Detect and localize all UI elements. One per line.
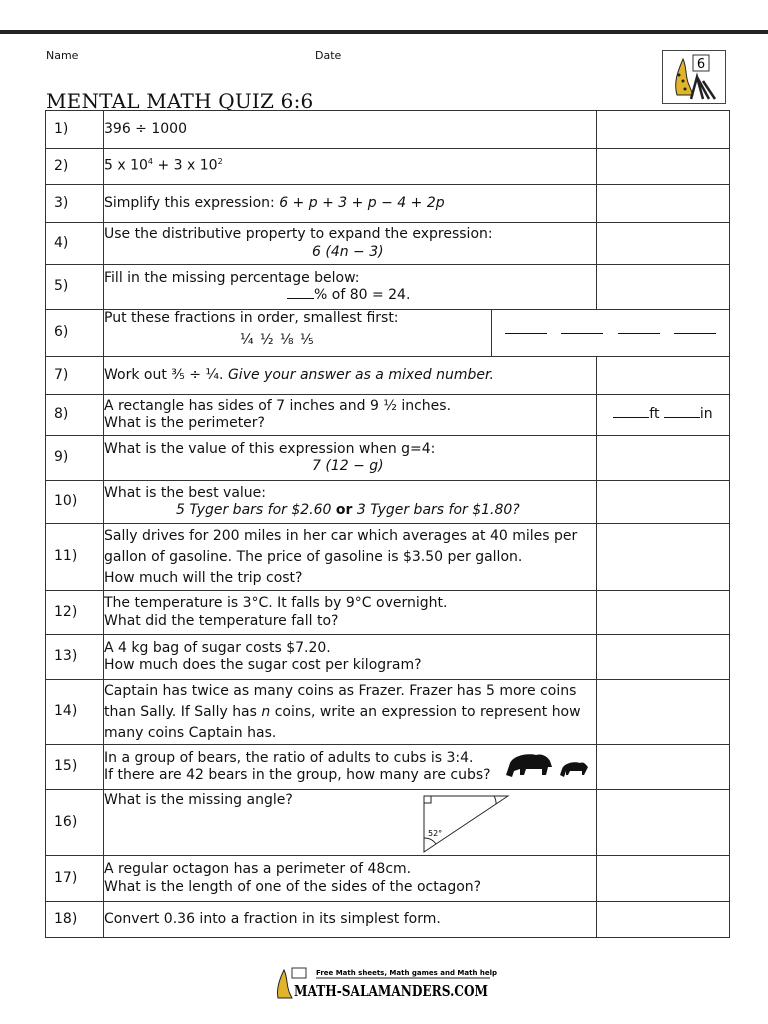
answer-cell[interactable] — [597, 436, 730, 481]
question-text: Sally drives for 200 miles in her car which averages at 40 miles per gallon of gasoline. The price of gasoline is $3.50 per gallon. How much will the trip cost? — [104, 524, 597, 591]
question-number: 2) — [46, 149, 104, 185]
answer-cell[interactable] — [597, 357, 730, 395]
question-number: 10) — [46, 481, 104, 524]
question-row — [46, 223, 730, 265]
name-label: Name — [46, 49, 79, 62]
percentage-blank[interactable] — [287, 298, 314, 299]
question-row — [46, 265, 730, 310]
question-number: 9) — [46, 436, 104, 481]
answer-cell[interactable] — [597, 481, 730, 524]
question-text: What is the value of this expression when g=4: 7 (12 − g) — [104, 436, 597, 481]
question-number: 4) — [46, 223, 104, 265]
question-text: A 4 kg bag of sugar costs $7.20. How much does the sugar cost per kilogram? — [104, 635, 597, 680]
question-row — [46, 591, 730, 635]
question-number: 5) — [46, 265, 104, 310]
question-number: 11) — [46, 524, 104, 591]
question-text: In a group of bears, the ratio of adults to cubs is 3:4. If there are 42 bears in the group, how many are cubs? — [104, 745, 597, 790]
question-number: 16) — [46, 790, 104, 856]
page-title: MENTAL MATH QUIZ 6:6 — [46, 89, 314, 113]
footer-logo — [272, 966, 498, 1000]
question-text: What is the best value: 5 Tyger bars for $2.60 or 3 Tyger bars for $1.80? — [104, 481, 597, 524]
question-text: 5 x $10^4 + 3$ x $10^2$ — [104, 149, 597, 185]
question-number: 7) — [46, 357, 104, 395]
top-rule — [0, 30, 768, 34]
answer-cell[interactable] — [597, 790, 730, 856]
question-text: Convert 0.36 into a fraction in its simplest form. — [104, 902, 597, 938]
right-triangle-diagram — [422, 794, 512, 856]
answer-cell[interactable] — [597, 591, 730, 635]
bear-silhouettes — [502, 749, 590, 779]
question-row — [46, 357, 730, 395]
question-row — [46, 310, 730, 357]
question-number: 1) — [46, 111, 104, 149]
answer-cell[interactable] — [597, 524, 730, 591]
question-number: 6) — [46, 310, 104, 357]
question-text: Captain has twice as many coins as Frazer. Frazer has 5 more coins than Sally. If Sally has n coins, write an expression to represent how many coins Captain has. — [104, 680, 597, 745]
footer-tagline: Free Math sheets, Math games and Math help — [316, 969, 498, 977]
question-row — [46, 524, 730, 591]
answer-cell[interactable] — [597, 902, 730, 938]
question-number: 18) — [46, 902, 104, 938]
question-number: 15) — [46, 745, 104, 790]
answer-cell[interactable] — [597, 149, 730, 185]
answer-cell[interactable] — [597, 265, 730, 310]
question-number: 12) — [46, 591, 104, 635]
answer-cell[interactable] — [597, 635, 730, 680]
question-number: 13) — [46, 635, 104, 680]
question-row — [46, 635, 730, 680]
question-row — [46, 680, 730, 745]
answer-cell[interactable] — [597, 223, 730, 265]
question-text: Fill in the missing percentage below: % of 80 = 24. — [104, 265, 597, 310]
question-text: Put these fractions in order, smallest first: ¼ ½ ⅛ ⅕ — [104, 310, 492, 356]
answer-cell[interactable] — [597, 111, 730, 149]
question-text: 396 ÷ 1000 — [104, 111, 597, 149]
salamander-logo — [662, 50, 726, 104]
question-row — [46, 790, 730, 856]
question-row — [46, 111, 730, 149]
question-text: Work out ⅗ ÷ ¼. Give your answer as a mixed number. — [104, 357, 597, 395]
angle-label: 52° — [428, 829, 443, 838]
question-row — [46, 481, 730, 524]
question-text: What is the missing angle? 52° — [104, 790, 597, 856]
question-number: 17) — [46, 856, 104, 902]
logo-number: 6 — [696, 57, 706, 72]
answer-cell[interactable] — [597, 856, 730, 902]
question-row — [46, 395, 730, 436]
question-row — [46, 149, 730, 185]
order-answer-blanks[interactable] — [492, 310, 729, 356]
question-row — [46, 745, 730, 790]
answer-cell[interactable]: ft in — [597, 395, 730, 436]
date-label: Date — [315, 49, 342, 62]
question-text: The temperature is 3°C. It falls by 9°C overnight. What did the temperature fall to? — [104, 591, 597, 635]
answer-cell[interactable] — [597, 185, 730, 223]
answer-cell[interactable] — [597, 680, 730, 745]
question-number: 3) — [46, 185, 104, 223]
footer-brand: MATH-SALAMANDERS.COM — [294, 982, 488, 1000]
question-text: Simplify this expression: 6 + p + 3 + p − 4 + 2p — [104, 185, 597, 223]
question-row — [46, 185, 730, 223]
question-text: A regular octagon has a perimeter of 48cm. What is the length of one of the sides of the octagon? — [104, 856, 597, 902]
question-row — [46, 856, 730, 902]
question-text: A rectangle has sides of 7 inches and 9 ½ inches. What is the perimeter? — [104, 395, 597, 436]
question-row — [46, 902, 730, 938]
quiz-table — [45, 110, 730, 938]
answer-cell[interactable] — [597, 745, 730, 790]
question-number: 14) — [46, 680, 104, 745]
question-number: 8) — [46, 395, 104, 436]
question-text: Use the distributive property to expand the expression: 6 (4n − 3) — [104, 223, 597, 265]
question-row — [46, 436, 730, 481]
